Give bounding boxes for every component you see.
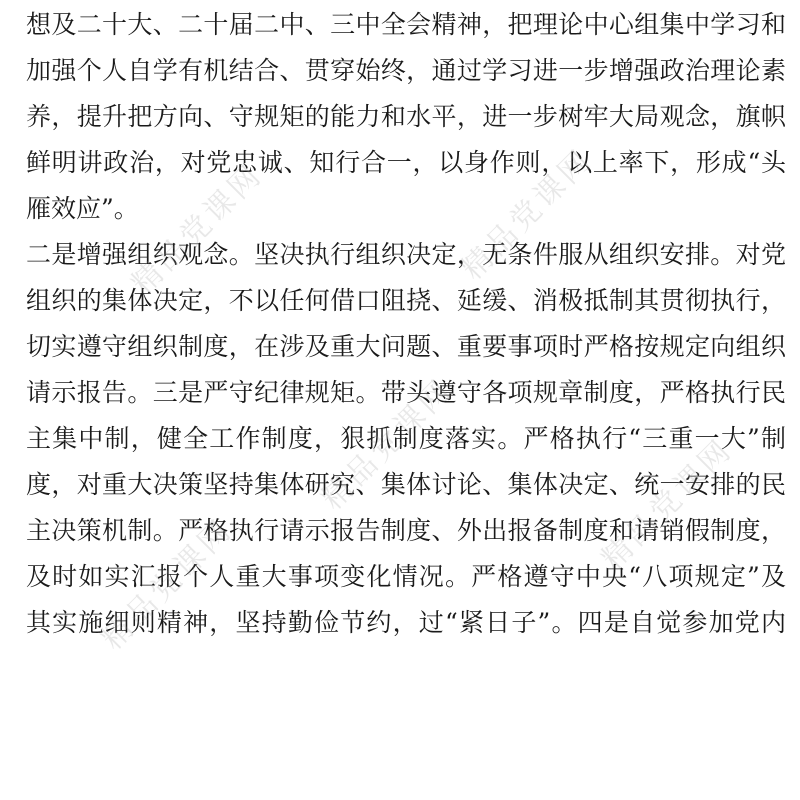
text-line: 想及二十大、二十届二中、三中全会精神，把理论中心组集中学习和	[26, 10, 786, 39]
text-line: 养，提升把方向、守规矩的能力和水平，进一步树牢大局观念，旗帜	[26, 102, 786, 131]
text-line: 请示报告。三是严守纪律规矩。带头遵守各项规章制度，严格执行民	[26, 378, 786, 407]
text-line: 度，对重大决策坚持集体研究、集体讨论、集体决定、统一安排的民	[26, 470, 786, 499]
text-line: 及时如实汇报个人重大事项变化情况。严格遵守中央“八项规定”及	[26, 562, 786, 591]
text-line: 加强个人自学有机结合、贯穿始终，通过学习进一步增强政治理论素	[26, 56, 786, 85]
text-line: 主决策机制。严格执行请示报告制度、外出报备制度和请销假制度，	[26, 516, 786, 545]
watermark: 精品党课网	[124, 156, 270, 302]
watermark: 精品党课网	[314, 371, 460, 517]
watermark: 精品党课网	[94, 511, 240, 657]
text-line: 主集中制，健全工作制度，狠抓制度落实。严格执行“三重一大”制	[26, 424, 786, 453]
watermark: 精品党课网	[594, 431, 740, 577]
text-line: 其实施细则精神，坚持勤俭节约，过“紧日子”。四是自觉参加党内	[26, 608, 786, 637]
watermark: 精品党课网	[454, 141, 600, 287]
text-line: 鲜明讲政治，对党忠诚、知行合一，以身作则，以上率下，形成“头	[26, 148, 786, 177]
text-line: 二是增强组织观念。坚决执行组织决定，无条件服从组织安排。对党	[26, 240, 786, 269]
text-line: 雁效应”。	[26, 194, 139, 223]
document-body	[26, 2, 786, 646]
text-line: 切实遵守组织制度，在涉及重大问题、重要事项时严格按规定向组织	[26, 332, 786, 361]
text-line: 组织的集体决定，不以任何借口阻挠、延缓、消极抵制其贯彻执行，	[26, 286, 786, 315]
